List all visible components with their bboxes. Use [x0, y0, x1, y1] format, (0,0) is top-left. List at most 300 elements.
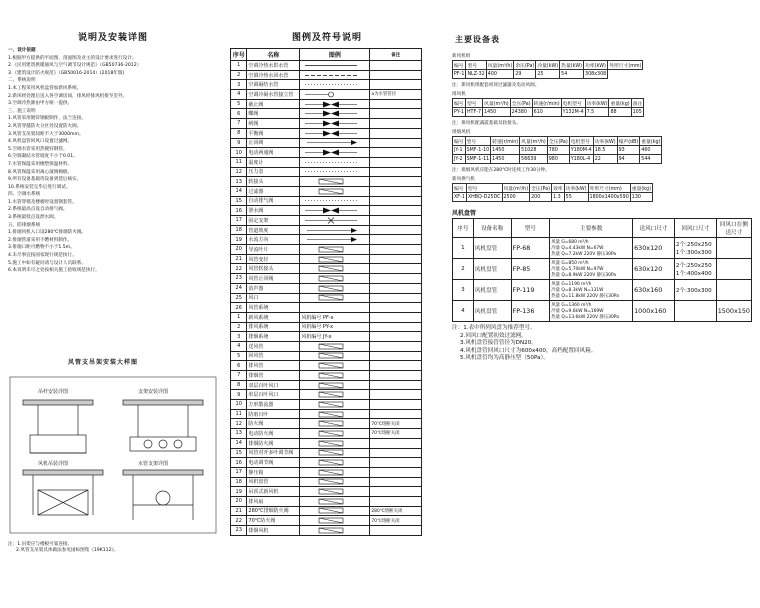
equipment-cell: 1450: [491, 146, 520, 155]
legend-note: [370, 196, 422, 206]
note-line: 3.《建筑设计防火规范》（GB50016-2014）(2018年版): [8, 70, 125, 76]
legend-no: 20: [231, 496, 247, 506]
legend-symbol: [301, 227, 361, 234]
legend-no: 21: [231, 254, 247, 264]
legend-row: [231, 148, 422, 158]
legend-name: 排烟系统: [247, 332, 300, 342]
legend-no: 10: [231, 148, 247, 158]
legend-symbol-cell: [300, 80, 370, 90]
notes-title: 说明及安装详图: [78, 33, 149, 43]
equipment-header-cell: 型号: [466, 61, 486, 70]
equipment-cell: 1450: [483, 108, 511, 117]
legend-symbol: [301, 382, 361, 389]
equipment-cell: 1800x1400x590: [589, 194, 629, 200]
equipment-tables: [452, 53, 752, 202]
legend-note: [370, 380, 422, 390]
fancoil-return-cell: [674, 259, 716, 280]
equipment-cell: 308x308: [585, 71, 607, 77]
legend-symbol: [301, 507, 361, 514]
equipment-cell: 55: [564, 193, 588, 202]
note-line: 二、系统说明: [8, 78, 36, 84]
equipment-header-cell: 全压(Pa): [510, 99, 532, 108]
equipment-cell: 54: [560, 70, 584, 79]
legend-no: 13: [231, 429, 247, 439]
fancoil-side: 1500x150: [716, 301, 751, 322]
legend-no: 26: [231, 303, 247, 313]
legend-no: 22: [231, 516, 247, 526]
legend-note: [370, 400, 422, 410]
fancoil-supply: 630x160: [633, 280, 675, 301]
legend-row: [231, 90, 422, 100]
legend-no: 17: [231, 467, 247, 477]
legend-name: 电动防火阀: [247, 429, 300, 439]
legend-note: [370, 167, 422, 177]
legend-name: 空调冷凝水管接立管: [247, 90, 300, 100]
note-line: 1.风管采用镀锌钢板制作，法兰连接。: [8, 116, 86, 122]
detail-label-1: 支架安装详图: [138, 389, 169, 395]
legend-name: 固定支架: [247, 216, 300, 226]
fancoil-return-cell: [674, 301, 716, 322]
legend-note: [370, 303, 422, 313]
fancoil-no: 3: [453, 280, 474, 301]
legend-symbol-cell: [300, 119, 370, 129]
legend-name: 过滤器: [247, 186, 300, 196]
note-line: 8.风管保温采用离心玻璃棉板。: [8, 169, 73, 175]
legend-symbol-cell: [300, 303, 370, 313]
fancoil-param: 热量 Q=11.8kW 220V 静压30Pa: [551, 294, 619, 299]
legend-symbol-cell: [300, 496, 370, 506]
legend-row: [231, 477, 422, 487]
equipment-cell: 105: [632, 109, 642, 115]
fancoil-note: 2.回风口配置初效过滤网。: [460, 332, 527, 339]
legend-symbol: [301, 265, 361, 272]
fancoil-header-cell: 送风口尺寸: [633, 219, 675, 238]
legend-name: 新风系统: [247, 312, 300, 322]
legend-no: 23: [231, 274, 247, 284]
note-line: 2.排烟管道采用不燃材料制作。: [8, 237, 73, 243]
legend-symbol: [301, 449, 361, 456]
equipment-header-cell: 噪声(dB): [617, 137, 640, 146]
fancoil-table: [452, 218, 752, 322]
legend-symbol-cell: [300, 186, 370, 196]
equipment-header-cell: 全压(Pa): [530, 184, 552, 193]
legend-note: [370, 409, 422, 419]
legend-row: [231, 351, 422, 361]
equipment-header-cell: 编号: [453, 137, 466, 146]
equipment-row: [453, 155, 662, 164]
legend-row: [231, 274, 422, 284]
fancoil-params: [550, 259, 633, 280]
equipment-header-cell: 重量(kg): [640, 137, 662, 146]
fancoil-param: 风量 G=1190 m³/h: [551, 282, 592, 287]
note-line: 2.系统最高点设自动排气阀。: [8, 207, 68, 213]
legend-table: [230, 48, 422, 536]
legend-note: [370, 390, 422, 400]
legend-row: [231, 109, 422, 119]
legend-row: [231, 458, 422, 468]
detail-label-3: 水管支架详图: [138, 461, 169, 467]
legend-symbol-cell: [300, 99, 370, 109]
equipment-header-row: [453, 99, 644, 108]
equipment-cell: 94: [617, 155, 640, 164]
equipment-cell: PY-1: [454, 109, 464, 115]
legend-symbol: [301, 178, 361, 185]
fancoil-note: 5.风机盘管均为高静压型（50Pa）。: [460, 355, 549, 362]
equipment-table: [452, 136, 662, 164]
legend-name: 消声器: [247, 283, 300, 293]
legend-symbol-cell: [300, 332, 370, 342]
legend-no: 4: [231, 90, 247, 100]
legend-row: [231, 419, 422, 429]
fancoil-header-cell: 回风口在侧送尺寸: [716, 219, 751, 238]
legend-no: 3: [231, 80, 247, 90]
legend-name: 排烟风机: [247, 526, 300, 536]
legend-note: [370, 206, 422, 216]
equipment-row: [453, 70, 643, 79]
legend-no: 17: [231, 216, 247, 226]
equipment-row: [453, 108, 644, 117]
fancoil-header-cell: 主要参数: [550, 219, 633, 238]
note-line: 5.施工中如有疑问请与设计人员联系。: [8, 260, 86, 266]
legend-no: 7: [231, 371, 247, 381]
detail-a: [23, 400, 93, 453]
equipment-cell: 1450: [491, 155, 520, 164]
legend-name: 温度计: [247, 157, 300, 167]
legend-note: [370, 283, 422, 293]
legend-name: 空调凝结水管: [247, 80, 300, 90]
legend-row: [231, 467, 422, 477]
legend-no: 5: [231, 99, 247, 109]
legend-symbol-cell: [300, 477, 370, 487]
legend-note: [370, 99, 422, 109]
legend-name: 导流叶片: [247, 245, 300, 255]
legend-symbol-cell: [300, 61, 370, 71]
legend-symbol-cell: [300, 312, 370, 322]
legend-note: [370, 467, 422, 477]
note-line: 1.本工程采用风机盘管加新风系统。: [8, 85, 82, 91]
equipment-cell: 460: [640, 146, 662, 155]
equipment-cell: XHBQ-D25DC: [467, 194, 501, 200]
equipment-note: 注：新风机组配套初效过滤器及电动风阀。: [452, 83, 540, 88]
fancoil-row: [453, 301, 752, 322]
legend-name: 空调冷热水回水管: [247, 70, 300, 80]
legend-symbol: [301, 420, 361, 427]
legend-symbol: [301, 488, 361, 495]
fancoil-side: [716, 238, 751, 259]
legend-name: 防雨百叶: [247, 409, 300, 419]
legend-note: [370, 264, 422, 274]
legend-name: 吊顶式新风机: [247, 487, 300, 497]
equipment-cell: SMF-1-11: [466, 156, 490, 162]
fancoil-return-cell: [674, 238, 716, 259]
legend-note: [370, 477, 422, 487]
legend-no: 20: [231, 245, 247, 255]
legend-name: 自动排气阀: [247, 196, 300, 206]
equipment-header-cell: 编号: [453, 61, 466, 70]
legend-symbol: [301, 217, 361, 224]
legend-symbol-cell: [300, 409, 370, 419]
equipment-cell: 780: [547, 146, 569, 155]
legend-name: 风管对开多叶调节阀: [247, 448, 300, 458]
legend-no: 18: [231, 225, 247, 235]
legend-note: [370, 138, 422, 148]
legend-symbol-cell: [300, 283, 370, 293]
equipment-header-cell: 型号: [465, 137, 491, 146]
legend-symbol: [301, 517, 361, 524]
notes-list: [8, 56, 218, 275]
equipment-caption: 排风机: [452, 92, 466, 97]
note-line: 3.空调冷热源由甲方统一提供。: [8, 101, 73, 107]
legend-row: [231, 283, 422, 293]
legend-no: 1: [231, 312, 247, 322]
fancoil-supply: 630x120: [633, 238, 675, 259]
equipment-header-cell: 重量(kg): [630, 184, 652, 193]
legend-code: 风机编号 PY-x: [301, 324, 334, 331]
equipment-cell: 980: [547, 155, 569, 164]
legend-row: [231, 516, 422, 526]
equipment-cell: 400: [486, 70, 514, 79]
fancoil-param: 风量 G=680 m³/h: [551, 240, 589, 245]
fancoil-model: FP-136: [511, 301, 550, 322]
legend-symbol: [301, 527, 361, 534]
fancoil-param: 冷量 Q=8.3kW N=131W: [551, 288, 604, 293]
note-line: 2.新风经处理后送入各空调房间，排风经排风机排至室外。: [8, 93, 128, 99]
fancoil-model: FP-119: [511, 280, 550, 301]
legend-row: [231, 80, 422, 90]
equipment-cell: 24380: [510, 108, 532, 117]
equipment-caption: 新风换气机: [452, 177, 475, 182]
legend-symbol-cell: [300, 487, 370, 497]
legend-symbol: [301, 91, 361, 98]
legend-symbol-cell: [300, 167, 370, 177]
legend-row: [231, 177, 422, 187]
fancoil-title: 风机盘管: [452, 210, 477, 217]
legend-symbol-cell: [300, 109, 370, 119]
legend-note: [370, 341, 422, 351]
fancoil-side: [716, 280, 751, 301]
legend-no: 11: [231, 157, 247, 167]
legend-symbol: [301, 246, 361, 253]
legend-row: [231, 99, 422, 109]
legend-symbol-cell: [300, 196, 370, 206]
legend-no: 23: [231, 526, 247, 536]
equipment-header-cell: 型号: [465, 99, 482, 108]
legend-symbol-cell: [300, 400, 370, 410]
legend-row: [231, 235, 422, 245]
legend-symbol: [301, 197, 361, 204]
legend-row: [231, 526, 422, 536]
support-detail-drawing: [8, 375, 218, 535]
legend-no: 10: [231, 400, 247, 410]
legend-no: 9: [231, 138, 247, 148]
equipment-cell: 22: [593, 155, 617, 164]
legend-symbol-cell: [300, 351, 370, 361]
equipment-cell: 200: [530, 193, 552, 202]
note-line: 7.水管保温采用橡塑保温材料。: [8, 161, 73, 167]
equipment-cell: NLZ-32: [467, 71, 485, 77]
legend-name: 单层百叶风口: [247, 390, 300, 400]
detail-d: [123, 470, 203, 520]
legend-name: 风管止回阀: [247, 274, 300, 284]
legend-symbol: [301, 139, 361, 146]
legend-name: 电动两通阀: [247, 148, 300, 158]
legend-row: [231, 303, 422, 313]
legend-name: 平衡阀: [247, 128, 300, 138]
legend-symbol: [301, 294, 361, 301]
fancoil-header-cell: 回风口尺寸: [674, 219, 716, 238]
equipment-cell: 18.5: [593, 146, 617, 155]
legend-note: [370, 351, 422, 361]
legend-row: [231, 128, 422, 138]
legend-row: [231, 371, 422, 381]
footnote: 2.风管支吊架具体做法参见国标图集《19K112》。: [16, 548, 119, 554]
fancoil-param: 热量 Q=13.6kW 220V 静压30Pa: [551, 315, 619, 320]
legend-symbol-cell: [300, 216, 370, 226]
equipment-caption: 排烟风机: [452, 130, 471, 135]
equipment-cell: 93: [617, 146, 640, 155]
legend-name: 压力表: [247, 167, 300, 177]
legend-name: 截止阀: [247, 99, 300, 109]
legend-symbol-cell: [300, 467, 370, 477]
legend-row: [231, 157, 422, 167]
legend-symbol: [301, 72, 361, 79]
legend-no: 8: [231, 380, 247, 390]
equipment-cell: Y180M-4: [570, 147, 592, 153]
legend-note: [370, 458, 422, 468]
legend-symbol-cell: [300, 419, 370, 429]
legend-name: 风管系统: [247, 303, 300, 313]
legend-symbol: [301, 352, 361, 359]
equipment-header-cell: 冷量(kW): [536, 61, 560, 70]
legend-row: [231, 61, 422, 71]
legend-row: [231, 332, 422, 342]
equipment-header-cell: 功率(kW): [584, 61, 608, 70]
fancoil-supply: 1000x160: [633, 301, 675, 322]
footnote: 注：1.吊架应与楼板可靠连接。: [8, 542, 73, 547]
legend-symbol-cell: [300, 138, 370, 148]
legend-name: 泄水阀: [247, 206, 300, 216]
legend-name: 排风管: [247, 361, 300, 371]
legend-symbol-cell: [300, 264, 370, 274]
equipment-note: 注：排烟风机应能在280℃时连续工作30分钟。: [452, 168, 550, 173]
legend-row: [231, 70, 422, 80]
note-line: 1.排烟风机入口设280℃排烟防火阀。: [8, 230, 87, 236]
legend-note: [370, 448, 422, 458]
legend-name: 风管变径: [247, 254, 300, 264]
legend-symbol: [301, 498, 361, 505]
legend-symbol: [301, 149, 361, 156]
legend-name: 蝶阀: [247, 109, 300, 119]
legend-note: 70℃熔断关闭: [370, 419, 422, 429]
fancoil-header-cell: 型号: [511, 219, 550, 238]
fancoil-return: 2个:250x250: [675, 263, 712, 269]
legend-row: [231, 487, 422, 497]
equipment-header-cell: 重量(kg): [609, 99, 631, 108]
fancoil-header-cell: 序号: [453, 219, 474, 238]
legend-title: 图例及符号说明: [292, 33, 363, 43]
legend-symbol: [301, 372, 361, 379]
equipment-cell: 1.3: [552, 193, 565, 202]
legend-name: 水流方向: [247, 235, 300, 245]
equipment-header-cell: 外形尺寸(mm): [608, 61, 643, 70]
legend-symbol: [301, 411, 361, 418]
legend-note: [370, 487, 422, 497]
note-line: 5.空调水管采用热镀锌钢管。: [8, 146, 68, 152]
legend-symbol: [301, 343, 361, 350]
legend-note: [370, 312, 422, 322]
legend-row: [231, 429, 422, 439]
legend-symbol: [301, 120, 361, 127]
legend-row: [231, 186, 422, 196]
legend-symbol: [301, 130, 361, 137]
equipment-header-cell: 余压(Pa): [514, 61, 536, 70]
legend-row: [231, 380, 422, 390]
legend-symbol-cell: [300, 361, 370, 371]
equipment-header-cell: 外形尺寸(mm): [588, 184, 630, 193]
legend-row: [231, 496, 422, 506]
fancoil-note: 注：1.表中所列风盘为推荐型号。: [452, 325, 536, 331]
fancoil-no: 4: [453, 301, 474, 322]
legend-no: 19: [231, 235, 247, 245]
legend-name: 方形散流器: [247, 400, 300, 410]
legend-no: 24: [231, 283, 247, 293]
legend-row: [231, 196, 422, 206]
legend-note: [370, 332, 422, 342]
equipment-cell: JY-2: [453, 155, 466, 164]
equipment-header-cell: 风量(m³/h): [486, 61, 514, 70]
design-notes-panel: [8, 30, 218, 590]
legend-no: 18: [231, 477, 247, 487]
equipment-cell: 56639: [520, 155, 548, 164]
legend-name: 管道坡度: [247, 225, 300, 235]
legend-row: [231, 245, 422, 255]
legend-symbol-cell: [300, 148, 370, 158]
legend-no: 4: [231, 341, 247, 351]
legend-no: 2: [231, 322, 247, 332]
legend-name: 风机盘管: [247, 477, 300, 487]
legend-row: [231, 448, 422, 458]
fancoil-side: [716, 259, 751, 280]
legend-note: a为水管管径: [370, 90, 422, 100]
legend-name: 排风系统: [247, 322, 300, 332]
notes-body: [8, 48, 218, 276]
equipment-note: 注：排风机配减震基础及软接头。: [452, 121, 521, 126]
legend-row: [231, 341, 422, 351]
fancoil-row: [453, 238, 752, 259]
legend-symbol-cell: [300, 245, 370, 255]
legend-row: [231, 361, 422, 371]
legend-name: 软接头: [247, 177, 300, 187]
legend-header: 备注: [370, 49, 422, 61]
legend-symbol: [301, 440, 361, 447]
fancoil-note: 4.风机盘管回风口尺寸为600x400，高档配置回风箱。: [460, 347, 597, 354]
legend-symbol-cell: [300, 157, 370, 167]
equipment-header-cell: 全压(Pa): [547, 137, 569, 146]
legend-row: [231, 264, 422, 274]
equipment-header-cell: 电机型号: [569, 137, 593, 146]
legend-symbol: [301, 430, 361, 437]
fancoil-param: 冷量 Q=9.6kW N=169W: [551, 309, 604, 314]
legend-no: 12: [231, 419, 247, 429]
fancoil-no: 2: [453, 259, 474, 280]
legend-no: 22: [231, 264, 247, 274]
legend-row: [231, 167, 422, 177]
legend-name: 排风扇: [247, 496, 300, 506]
legend-symbol-cell: [300, 293, 370, 303]
legend-symbol-cell: [300, 235, 370, 245]
detail-b: [123, 400, 203, 451]
equipment-header-cell: 功率(kW): [593, 137, 617, 146]
